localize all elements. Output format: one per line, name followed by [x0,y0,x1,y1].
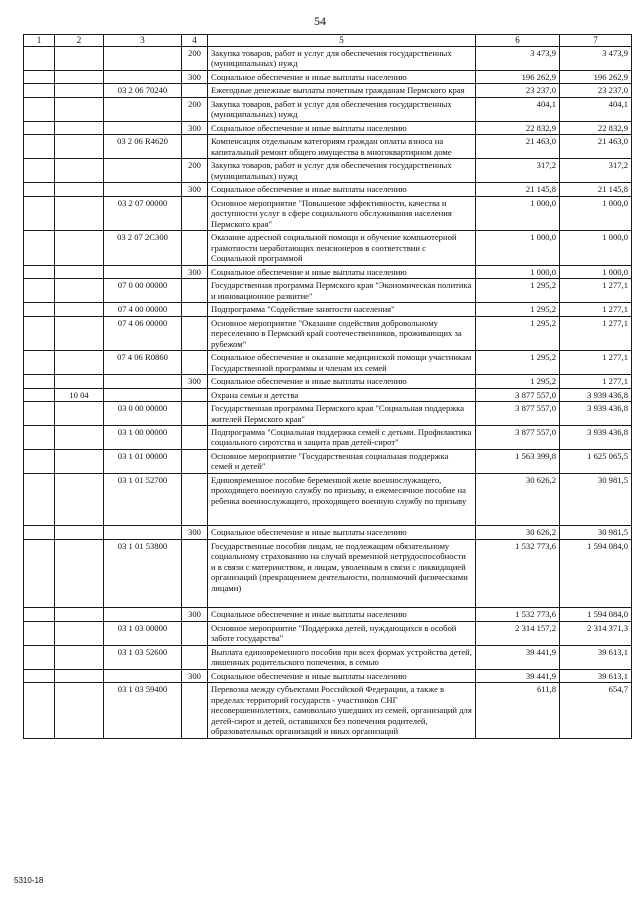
cell-target-article: 03 2 06 70240 [104,84,182,97]
table-row [24,303,632,316]
cell-amount-year1: 1 295,2 [476,375,560,388]
cell-target-article [104,46,182,70]
cell-section [55,231,104,265]
page-number: 54 [314,14,326,28]
cell-amount-year1: 1 000,0 [476,231,560,265]
cell-col1 [24,473,55,525]
cell-col1 [24,70,55,83]
table-row [24,279,632,303]
cell-amount-year1: 1 563 399,8 [476,449,560,473]
table-row [24,473,632,525]
cell-name: Государственные пособия лицам, не подлежащим обязательному социальному страхованию на случай временной нетрудоспособности и в связи с материнством, и лицам, уволенным в связи с ликвидацией организаций (прекращением деятельности, полномочий физическими лицами) [208,539,476,607]
cell-col1 [24,135,55,159]
column-number-header: 2 [55,35,104,47]
cell-name: Подпрограмма "Социальная поддержка семей с детьми. Профилактика социального сиротства и защита прав детей-сирот" [208,425,476,449]
table-row [24,388,632,401]
cell-amount-year1: 3 877 557,0 [476,402,560,426]
cell-section [55,46,104,70]
cell-amount-year1: 1 532 773,6 [476,539,560,607]
cell-section [55,84,104,97]
cell-amount-year1: 30 626,2 [476,473,560,525]
table-row [24,375,632,388]
cell-amount-year2: 317,2 [560,159,632,183]
cell-name: Социальное обеспечение и иные выплаты населению [208,183,476,196]
cell-expense-type: 300 [182,183,208,196]
cell-name: Компенсация отдельным категориям граждан оплаты взноса на капитальный ремонт общего имущества в многоквартирном доме [208,135,476,159]
cell-expense-type [182,621,208,645]
cell-col1 [24,351,55,375]
cell-col1 [24,46,55,70]
cell-section [55,316,104,350]
cell-expense-type: 300 [182,526,208,539]
cell-section [55,279,104,303]
cell-col1 [24,196,55,230]
cell-section [55,473,104,525]
cell-col1 [24,645,55,669]
cell-amount-year2: 21 463,0 [560,135,632,159]
column-number-row [24,35,632,47]
cell-amount-year2: 404,1 [560,97,632,121]
cell-section [55,351,104,375]
cell-amount-year1: 404,1 [476,97,560,121]
cell-amount-year1: 317,2 [476,159,560,183]
cell-section [55,449,104,473]
cell-target-article [104,265,182,278]
cell-amount-year1: 1 000,0 [476,265,560,278]
cell-col1 [24,669,55,682]
cell-col1 [24,97,55,121]
cell-expense-type [182,539,208,607]
cell-expense-type: 200 [182,46,208,70]
cell-section [55,159,104,183]
cell-target-article: 03 1 03 52600 [104,645,182,669]
cell-col1 [24,265,55,278]
cell-name: Социальное обеспечение и иные выплаты населению [208,121,476,134]
cell-target-article: 03 1 01 00000 [104,449,182,473]
cell-amount-year2: 30 981,5 [560,526,632,539]
table-row [24,425,632,449]
cell-amount-year1: 39 441,9 [476,669,560,682]
cell-amount-year1: 1 295,2 [476,279,560,303]
cell-name: Перевозка между субъектами Российской Федерации, а также в пределах территорий государств - участников СНГ несовершеннолетних, самовольно ушедших из семей, организаций для детей-сирот и детей, оставшихся без попечения родителей, образовательных организаций и иных организаций [208,683,476,738]
cell-amount-year1: 1 532 773,6 [476,608,560,621]
cell-amount-year1: 39 441,9 [476,645,560,669]
table-row [24,231,632,265]
cell-col1 [24,539,55,607]
cell-section [55,135,104,159]
table-row [24,196,632,230]
table-row [24,183,632,196]
cell-col1 [24,231,55,265]
cell-amount-year2: 1 000,0 [560,231,632,265]
cell-amount-year1: 22 832,9 [476,121,560,134]
cell-col1 [24,608,55,621]
cell-col1 [24,121,55,134]
cell-expense-type: 300 [182,265,208,278]
cell-amount-year2: 23 237,0 [560,84,632,97]
table-row [24,608,632,621]
table-row [24,621,632,645]
cell-amount-year1: 23 237,0 [476,84,560,97]
cell-amount-year2: 1 594 084,0 [560,608,632,621]
budget-table [23,34,632,739]
cell-section [55,526,104,539]
cell-amount-year1: 30 626,2 [476,526,560,539]
cell-amount-year2: 3 939 436,8 [560,425,632,449]
cell-name: Государственная программа Пермского края "Экономическая политика и инновационное развитие" [208,279,476,303]
cell-target-article: 03 2 06 R4620 [104,135,182,159]
cell-col1 [24,279,55,303]
cell-expense-type: 300 [182,608,208,621]
cell-col1 [24,303,55,316]
table-row [24,645,632,669]
cell-amount-year1: 611,8 [476,683,560,738]
cell-expense-type [182,449,208,473]
cell-name: Социальное обеспечение и иные выплаты населению [208,375,476,388]
table-row [24,46,632,70]
table-row [24,265,632,278]
cell-amount-year1: 1 295,2 [476,316,560,350]
cell-amount-year1: 21 463,0 [476,135,560,159]
column-number-header: 1 [24,35,55,47]
cell-section [55,669,104,682]
cell-section: 10 04 [55,388,104,401]
cell-target-article: 03 2 07 2С300 [104,231,182,265]
table-row [24,84,632,97]
cell-amount-year2: 1 000,0 [560,196,632,230]
cell-col1 [24,84,55,97]
cell-target-article: 03 2 07 00000 [104,196,182,230]
cell-target-article: 03 1 00 00000 [104,425,182,449]
cell-amount-year2: 39 613,1 [560,669,632,682]
column-number-header: 6 [476,35,560,47]
cell-expense-type: 200 [182,97,208,121]
cell-expense-type [182,84,208,97]
cell-amount-year1: 3 877 557,0 [476,388,560,401]
cell-name: Основное мероприятие "Поддержка детей, нуждающихся в особой заботе государства" [208,621,476,645]
cell-target-article: 07 4 00 00000 [104,303,182,316]
cell-expense-type [182,402,208,426]
cell-expense-type [182,473,208,525]
cell-target-article: 03 1 01 52700 [104,473,182,525]
cell-target-article: 03 1 03 59400 [104,683,182,738]
cell-section [55,183,104,196]
cell-amount-year2: 1 277,1 [560,279,632,303]
cell-expense-type [182,303,208,316]
cell-name: Закупка товаров, работ и услуг для обеспечения государственных (муниципальных) нужд [208,159,476,183]
cell-col1 [24,683,55,738]
cell-target-article: 03 1 03 00000 [104,621,182,645]
cell-name: Государственная программа Пермского края "Социальная поддержка жителей Пермского края" [208,402,476,426]
cell-amount-year2: 3 473,9 [560,46,632,70]
table-row [24,669,632,682]
table-row [24,121,632,134]
cell-col1 [24,316,55,350]
cell-section [55,539,104,607]
cell-col1 [24,425,55,449]
cell-target-article: 03 1 01 53800 [104,539,182,607]
cell-target-article: 07 0 00 00000 [104,279,182,303]
cell-name: Основное мероприятие "Повышение эффективности, качества и доступности услуг в сфере социального обслуживания населения Пермского края" [208,196,476,230]
cell-col1 [24,526,55,539]
cell-section [55,402,104,426]
cell-col1 [24,449,55,473]
cell-col1 [24,159,55,183]
column-number-header: 3 [104,35,182,47]
cell-amount-year2: 21 145,8 [560,183,632,196]
cell-amount-year2: 1 594 084,0 [560,539,632,607]
cell-section [55,645,104,669]
table-row [24,539,632,607]
cell-amount-year1: 3 473,9 [476,46,560,70]
cell-col1 [24,388,55,401]
cell-amount-year2: 1 277,1 [560,303,632,316]
cell-expense-type [182,135,208,159]
cell-name: Социальное обеспечение и иные выплаты населению [208,608,476,621]
cell-target-article [104,121,182,134]
cell-name: Основное мероприятие "Государственная социальная поддержка семей и детей" [208,449,476,473]
table-body [24,46,632,738]
cell-name: Ежегодные денежные выплаты почетным гражданам Пермского края [208,84,476,97]
cell-expense-type [182,196,208,230]
cell-amount-year2: 1 277,1 [560,351,632,375]
table-row [24,351,632,375]
cell-name: Оказание адресной социальной помощи и обучение компьютерной грамотности неработающих пенсионеров в соответствии с Социальной программой [208,231,476,265]
table-row [24,402,632,426]
cell-expense-type [182,388,208,401]
cell-amount-year2: 1 277,1 [560,375,632,388]
cell-name: Единовременное пособие беременной жене военнослужащего, проходящего военную службу по призыву, и ежемесячное пособие на ребенка военнослужащего, проходящего военную службу по призыву [208,473,476,525]
cell-expense-type: 300 [182,70,208,83]
table-row [24,316,632,350]
cell-amount-year2: 2 314 371,3 [560,621,632,645]
table-row [24,97,632,121]
cell-amount-year1: 3 877 557,0 [476,425,560,449]
document-code: 5310-18 [14,876,44,885]
cell-expense-type: 200 [182,159,208,183]
table-row [24,159,632,183]
cell-amount-year2: 1 277,1 [560,316,632,350]
cell-expense-type: 300 [182,669,208,682]
cell-name: Подпрограмма "Содействие занятости населения" [208,303,476,316]
cell-target-article [104,526,182,539]
table-row [24,135,632,159]
cell-target-article [104,159,182,183]
table-row [24,449,632,473]
cell-name: Социальное обеспечение и иные выплаты населению [208,265,476,278]
cell-amount-year1: 1 000,0 [476,196,560,230]
cell-amount-year2: 3 939 436,8 [560,402,632,426]
cell-amount-year2: 39 613,1 [560,645,632,669]
cell-section [55,196,104,230]
cell-expense-type: 300 [182,121,208,134]
cell-target-article: 07 4 06 R0860 [104,351,182,375]
cell-expense-type [182,351,208,375]
table-row [24,526,632,539]
cell-name: Социальное обеспечение и иные выплаты населению [208,669,476,682]
cell-name: Социальное обеспечение и оказание медицинской помощи участникам Государственной программы и членам их семей [208,351,476,375]
cell-expense-type [182,425,208,449]
cell-amount-year2: 1 000,0 [560,265,632,278]
cell-amount-year2: 1 625 065,5 [560,449,632,473]
cell-target-article [104,608,182,621]
cell-target-article [104,375,182,388]
cell-name: Социальное обеспечение и иные выплаты населению [208,70,476,83]
cell-name: Основное мероприятие "Оказание содействия добровольному переселению в Пермский край соотечественников, проживающих за рубежом" [208,316,476,350]
column-number-header: 4 [182,35,208,47]
cell-target-article [104,70,182,83]
cell-amount-year2: 3 939 436,8 [560,388,632,401]
cell-section [55,303,104,316]
column-number-header: 5 [208,35,476,47]
cell-amount-year1: 21 145,8 [476,183,560,196]
cell-expense-type [182,645,208,669]
cell-expense-type: 300 [182,375,208,388]
cell-section [55,265,104,278]
cell-expense-type [182,316,208,350]
column-number-header: 7 [560,35,632,47]
cell-section [55,683,104,738]
cell-target-article [104,183,182,196]
cell-amount-year1: 1 295,2 [476,351,560,375]
cell-amount-year2: 654,7 [560,683,632,738]
cell-name: Закупка товаров, работ и услуг для обеспечения государственных (муниципальных) нужд [208,97,476,121]
cell-section [55,121,104,134]
cell-target-article [104,97,182,121]
cell-name: Выплата единовременного пособия при всех формах устройства детей, лишенных родительского попечения, в семью [208,645,476,669]
cell-amount-year1: 1 295,2 [476,303,560,316]
cell-target-article: 03 0 00 00000 [104,402,182,426]
cell-amount-year2: 22 832,9 [560,121,632,134]
cell-target-article [104,388,182,401]
cell-section [55,375,104,388]
cell-amount-year1: 2 314 157,2 [476,621,560,645]
cell-expense-type [182,683,208,738]
cell-col1 [24,402,55,426]
cell-section [55,97,104,121]
cell-name: Закупка товаров, работ и услуг для обеспечения государственных (муниципальных) нужд [208,46,476,70]
table-row [24,70,632,83]
cell-expense-type [182,231,208,265]
cell-section [55,608,104,621]
cell-amount-year2: 196 262,9 [560,70,632,83]
cell-section [55,621,104,645]
cell-section [55,425,104,449]
cell-name: Охрана семьи и детства [208,388,476,401]
cell-col1 [24,183,55,196]
cell-name: Социальное обеспечение и иные выплаты населению [208,526,476,539]
cell-section [55,70,104,83]
cell-amount-year2: 30 981,5 [560,473,632,525]
cell-col1 [24,375,55,388]
table-row [24,683,632,738]
cell-expense-type [182,279,208,303]
cell-amount-year1: 196 262,9 [476,70,560,83]
cell-col1 [24,621,55,645]
cell-target-article: 07 4 06 00000 [104,316,182,350]
cell-target-article [104,669,182,682]
